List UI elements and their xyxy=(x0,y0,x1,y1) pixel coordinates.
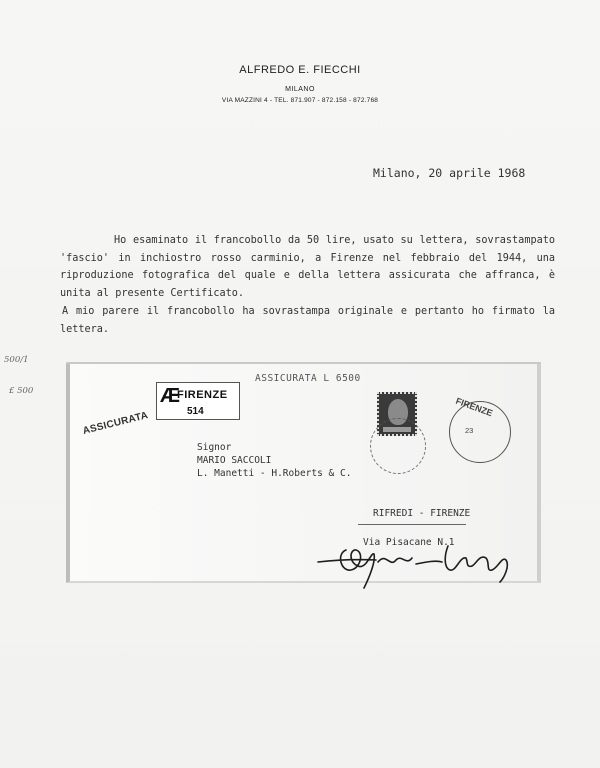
recipient-line-1: Signor xyxy=(197,442,232,453)
letterhead-city: MILANO xyxy=(285,86,315,93)
envelope-insured-text: ASSICURATA L 6500 xyxy=(255,373,361,384)
assicurata-stamp: ASSICURATA xyxy=(81,410,150,437)
sender-line: RIFREDI - FIRENZE xyxy=(373,508,471,519)
registration-city: FIRENZE xyxy=(177,389,228,401)
sender-underline xyxy=(358,524,466,525)
postmark-cancel-1 xyxy=(370,418,426,474)
letter-date: Milano, 20 aprile 1968 xyxy=(373,166,526,180)
postmark-date: 23 xyxy=(465,426,474,435)
registration-label xyxy=(156,382,240,420)
recipient-address xyxy=(197,441,351,480)
letterhead-name: ALFREDO E. FIECCHI xyxy=(239,64,361,76)
registration-number: 514 xyxy=(187,406,204,417)
postmark-city: FIRENZE xyxy=(454,395,495,419)
certificate-body xyxy=(60,232,555,338)
body-paragraph-2: A mio parere il francobollo ha sovrastampa originale e pertanto ho firmato la lettera. xyxy=(60,306,555,335)
recipient-line-2: MARIO SACCOLI xyxy=(197,455,272,466)
margin-note-2: £ 500 xyxy=(9,386,34,396)
registration-letter: Æ xyxy=(160,385,180,407)
handwritten-signature xyxy=(316,532,526,592)
recipient-line-3: L. Manetti - H.Roberts & C. xyxy=(197,468,352,479)
sender-address: Via Pisacane N.1 xyxy=(363,537,455,548)
body-paragraph-1: Ho esaminato il francobollo da 50 lire, usato su lettera, sovrastampato 'fascio' in inchiostro rosso carminio, a Firenze nel febbraio del 1944, una riproduzione fotografica del quale e della lettera assicurata che affranca, è unita al presente Certificato. xyxy=(60,235,555,299)
margin-note-1: 500/1 xyxy=(4,355,29,365)
letterhead-address: VIA MAZZINI 4 - TEL. 871.907 - 872.158 - 872.768 xyxy=(221,97,379,104)
